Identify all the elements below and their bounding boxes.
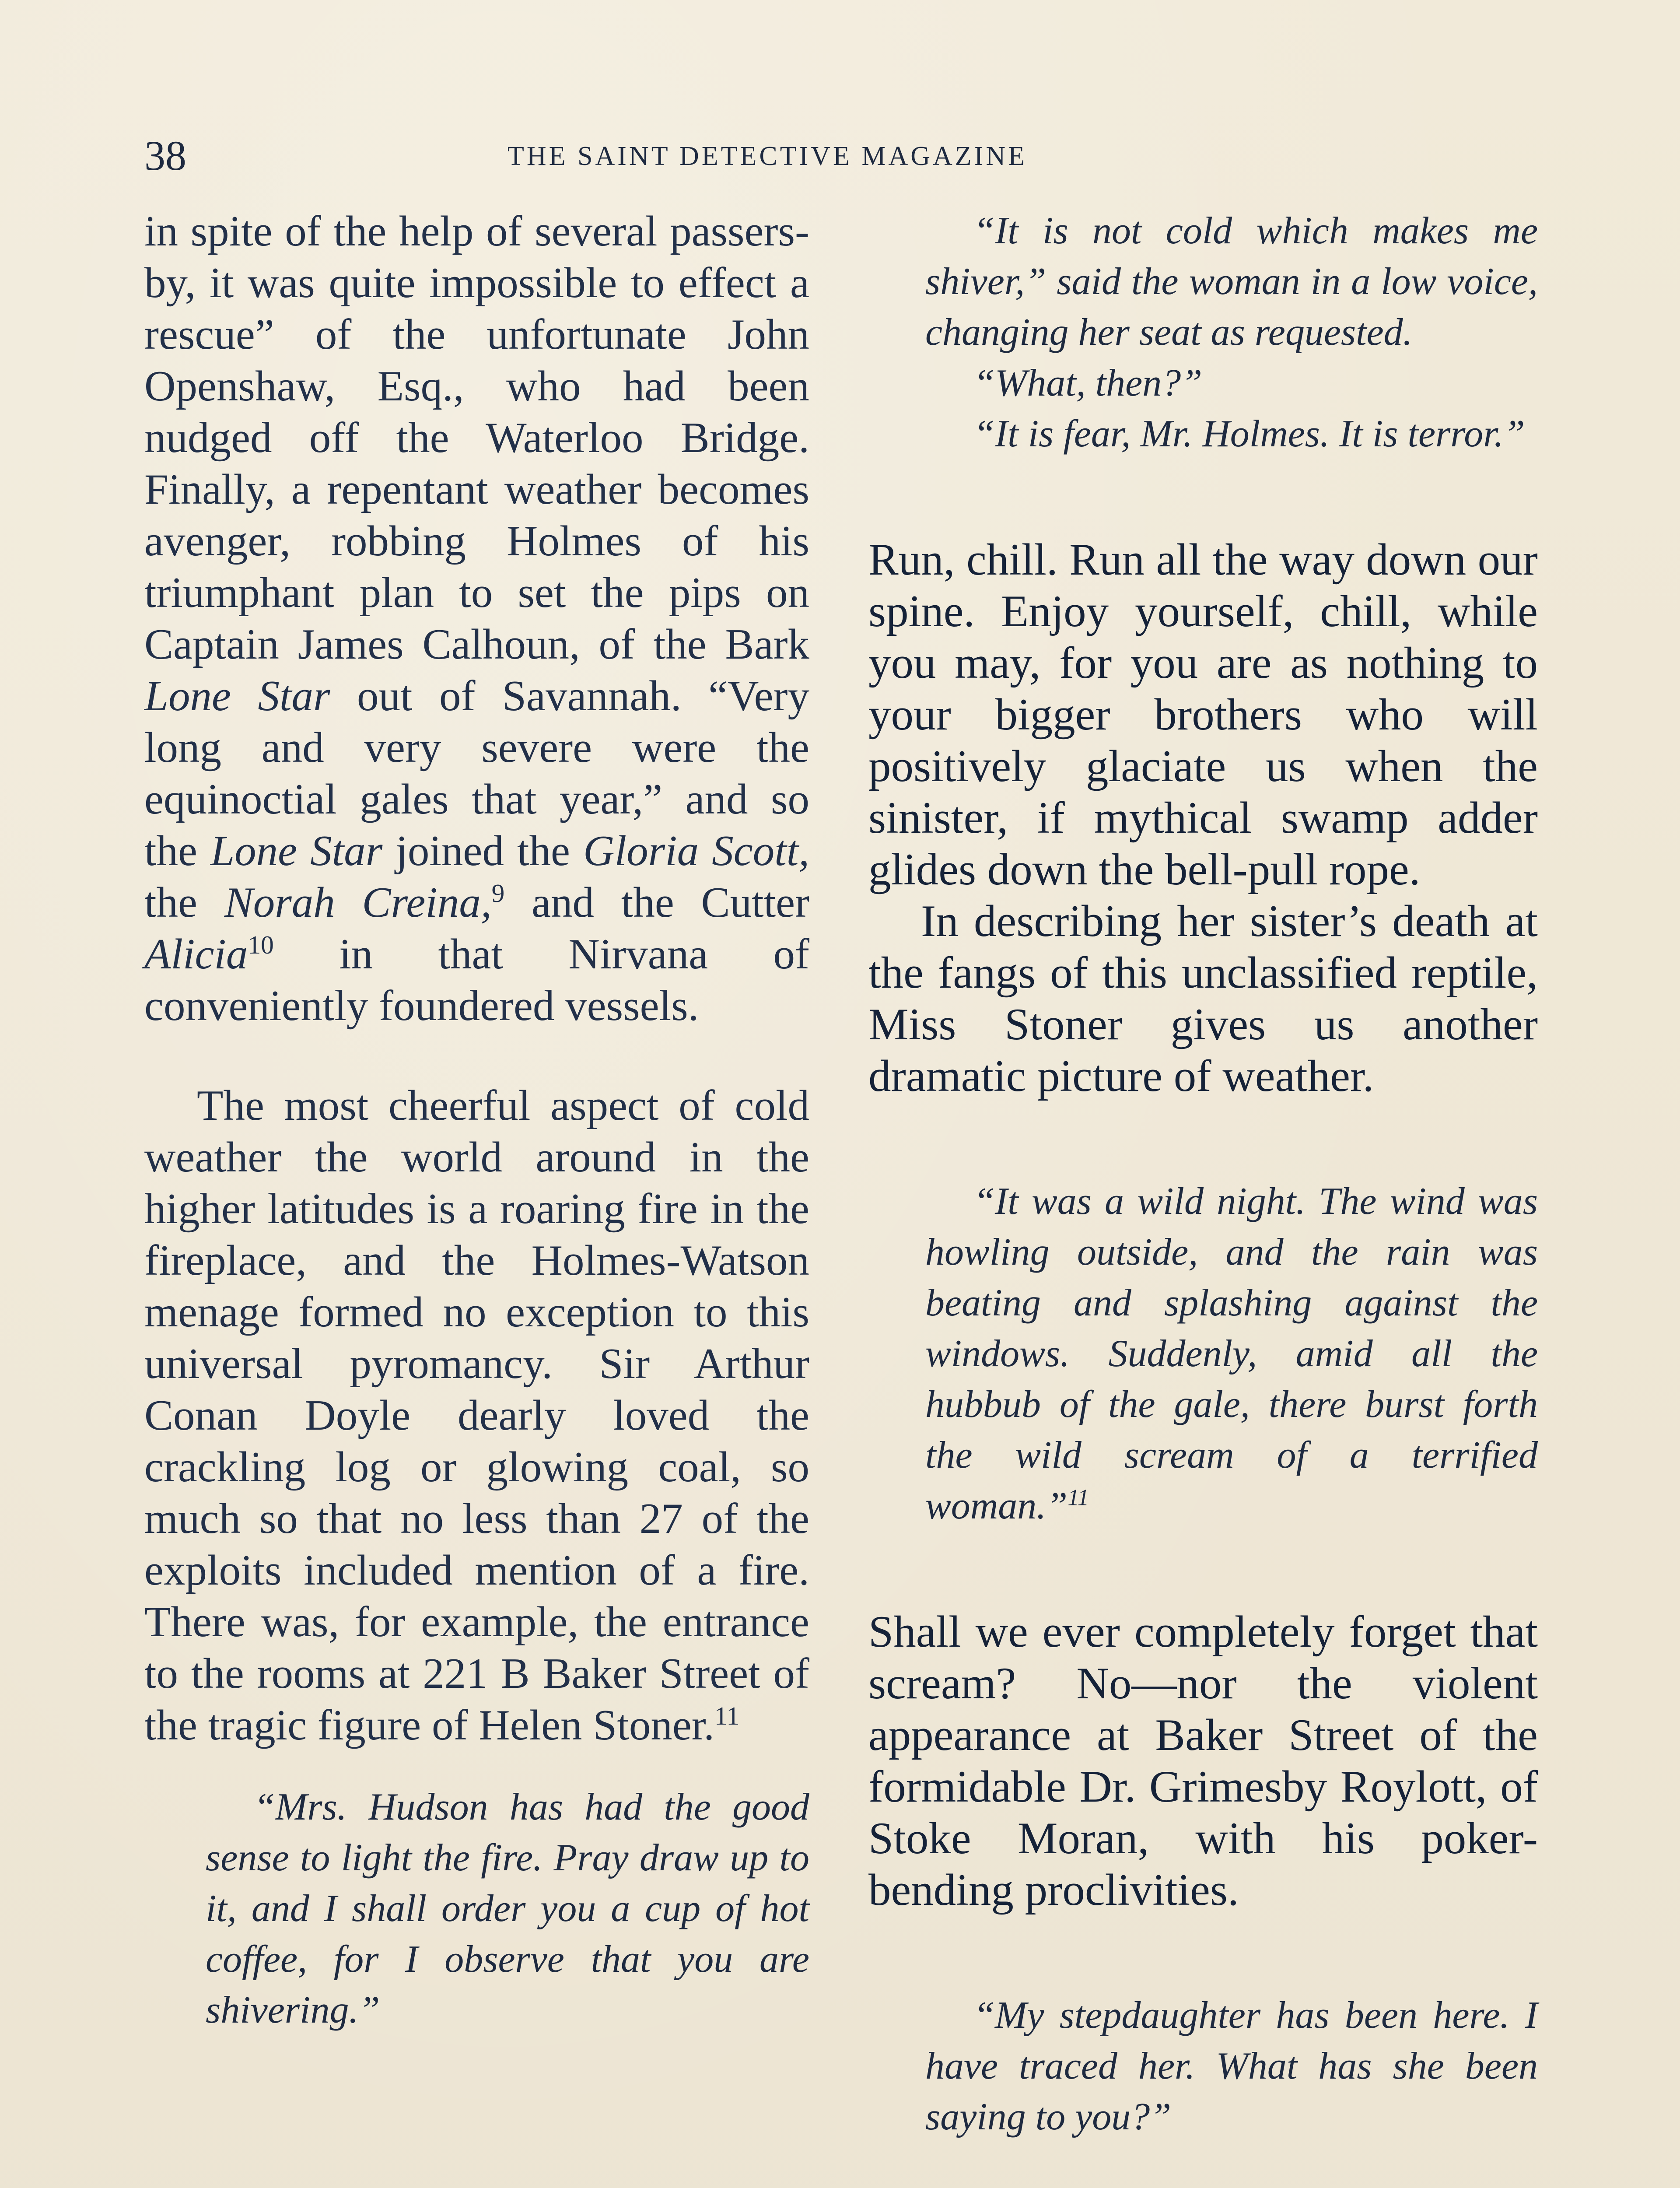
ship-name: Alicia xyxy=(144,930,248,978)
para1-text: out of Savannah. “Very long and very severe were the equinoctial gales that year,” and so the xyxy=(144,672,809,875)
paragraph-miss-stoner: In describing her sister’s death at the fangs of this unclassified reptile, Miss Stoner gives us another dramatic picture of weather. xyxy=(868,896,1538,1101)
running-head: THE SAINT DETECTIVE MAGAZINE xyxy=(508,141,1027,171)
footnote-marker: 11 xyxy=(1068,1485,1089,1511)
footnote-marker: 9 xyxy=(491,879,505,908)
footnote-marker: 10 xyxy=(248,930,274,959)
quote-text: “What, then?” xyxy=(973,362,1203,404)
quote-mrs-hudson xyxy=(206,1782,809,2036)
paragraph-run-chill: Run, chill. Run all the way down our spine. Enjoy yourself, chill, while you may, for you are as nothing to your bigger brothers who will positively glaciate us when the sinister, if mythical swamp adder glides down the bell-pull rope. xyxy=(868,535,1538,894)
quote-text-wrap xyxy=(925,1176,1538,1532)
spacer xyxy=(868,1916,1538,1990)
paragraph-scream: Shall we ever completely forget that scream? No—nor the violent appearance at Baker Street of the formidable Dr. Grimesby Roylott, of Stoke Moran, with his poker-bending proclivities. xyxy=(868,1607,1538,1915)
quote-text: “It is not cold which makes me shiver,” said the woman in a low voice, changing her seat as requested. xyxy=(925,210,1538,354)
paragraph-fireplace xyxy=(144,1080,809,1751)
ship-name: Gloria Scott, xyxy=(583,827,809,875)
para1-text-end: in that Nirvana of conveniently foundered vessels. xyxy=(144,930,809,1030)
quote-text: “Mrs. Hudson has had the good sense to light the fire. Pray draw up to it, and I shall order you a cup of hot coffee, for I observe that you are shivering.” xyxy=(206,1786,809,2031)
para1-text-start: in spite of the help of several passers-by, it was quite impossible to effect a rescue” of the unfortunate John Openshaw, Esq., who had been nudged off the Waterloo Bridge. Finally, a repentant weather becomes avenger, robbing Holmes of his triumphant plan to set the pips on Captain James Calhoun, of the Bark xyxy=(144,207,809,668)
para1-text: the xyxy=(144,879,224,926)
quote-stepdaughter xyxy=(925,1990,1538,2142)
quote-wild-night xyxy=(925,1176,1538,1532)
page-number: 38 xyxy=(144,132,186,179)
footnote-marker: 11 xyxy=(714,1701,740,1730)
spacer xyxy=(144,1032,809,1080)
paragraph-shipwrecks xyxy=(144,206,809,1032)
ship-name: Lone Star xyxy=(144,672,330,720)
para1-text: joined the xyxy=(382,827,584,875)
page-header xyxy=(144,131,1544,184)
quote-shiver xyxy=(925,206,1538,459)
spacer xyxy=(868,459,1538,534)
spacer xyxy=(144,1751,809,1782)
spacer xyxy=(868,1532,1538,1606)
quote-text: “It is fear, Mr. Holmes. It is terror.” xyxy=(973,413,1525,455)
ship-name: Norah Creina, xyxy=(224,879,492,926)
left-column xyxy=(144,206,809,2036)
spacer xyxy=(868,1102,1538,1176)
quote-text: “It was a wild night. The wind was howling outside, and the rain was beating and splashing against the windows. Suddenly, amid all the hubbub of the gale, there burst forth the wild scream of a terrified woman.” xyxy=(925,1180,1538,1527)
quote-text: “My stepdaughter has been here. I have traced her. What has she been saying to you?” xyxy=(925,1994,1538,2138)
para1-text: and the Cutter xyxy=(504,879,809,926)
para2-text: The most cheerful aspect of cold weather the world around in the higher latitudes is a roaring fire in the fireplace, and the Holmes-Watson menage formed no exception to this universal pyromancy. Sir Arthur Conan Doyle dearly loved the crackling log or glowing coal, so much so that no less than 27 of the exploits included mention of a fire. There was, for example, the entrance to the rooms at 221 B Baker Street of the tragic figure of Helen Stoner. xyxy=(144,1082,809,1749)
ship-name: Lone Star xyxy=(210,827,383,875)
right-column xyxy=(868,206,1538,2142)
